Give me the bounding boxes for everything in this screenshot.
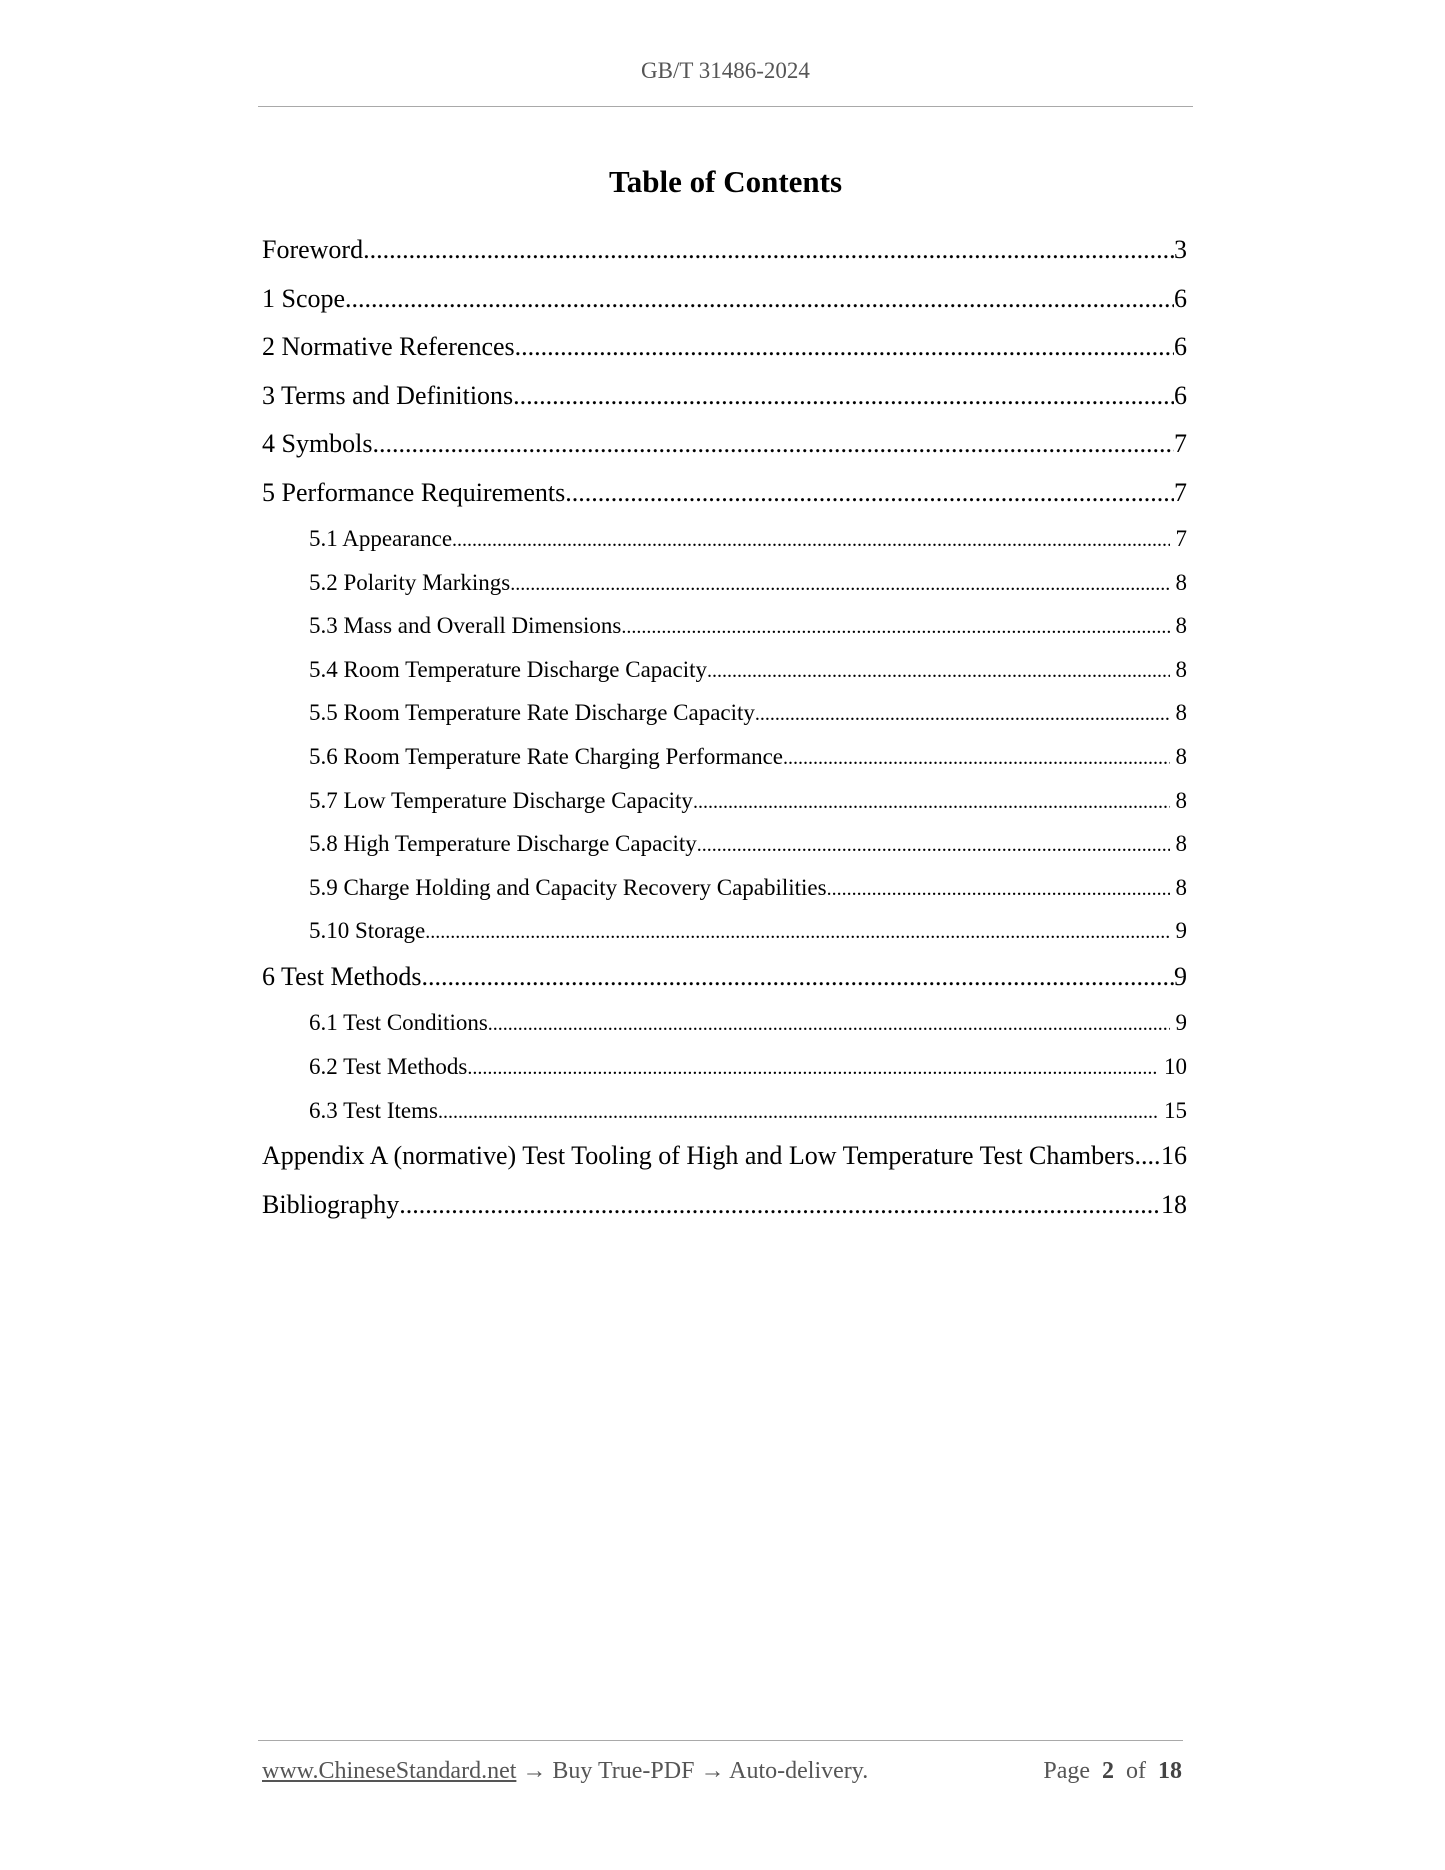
toc-entry-label: Foreword bbox=[262, 235, 364, 264]
toc-entry[interactable] bbox=[262, 323, 1187, 372]
dot-leader bbox=[697, 824, 1170, 866]
toc-entry-page: 6 bbox=[1174, 332, 1187, 361]
toc-entry[interactable] bbox=[262, 1089, 1187, 1133]
toc-entry[interactable] bbox=[262, 1045, 1187, 1089]
toc-entry-page: 8 bbox=[1175, 874, 1187, 900]
toc-entry[interactable] bbox=[262, 604, 1187, 648]
toc-entry-label: 5.1 Appearance bbox=[309, 526, 453, 551]
toc-entry[interactable] bbox=[262, 561, 1187, 605]
dot-leader bbox=[399, 1181, 1161, 1230]
dot-leader bbox=[345, 275, 1174, 324]
toc-entry-label: 5 Performance Requirements bbox=[262, 477, 566, 507]
dot-leader bbox=[363, 226, 1174, 275]
toc-entry-page: 8 bbox=[1175, 831, 1187, 857]
toc-entry-page: 6 bbox=[1174, 283, 1187, 313]
toc-entry[interactable] bbox=[262, 1181, 1187, 1230]
toc-entry-page: 9 bbox=[1175, 918, 1187, 944]
toc-entry[interactable] bbox=[262, 953, 1187, 1002]
toc-entry-label: 5.10 Storage bbox=[309, 918, 426, 944]
toc-entry[interactable] bbox=[262, 691, 1187, 735]
toc-entry-page: 3 bbox=[1174, 235, 1187, 264]
dot-leader bbox=[425, 911, 1169, 953]
dot-leader bbox=[707, 650, 1169, 692]
toc-entry-label: 5.2 Polarity Markings bbox=[309, 569, 511, 595]
toc-entry-label: 5.9 Charge Holding and Capacity Recovery Capabilities bbox=[309, 874, 827, 900]
dot-leader bbox=[421, 953, 1174, 1002]
toc-entry-page: 8 bbox=[1175, 700, 1187, 726]
dot-leader bbox=[621, 606, 1169, 648]
toc-entry[interactable] bbox=[262, 648, 1187, 692]
toc-entry-page: 8 bbox=[1175, 569, 1187, 595]
toc-entry[interactable] bbox=[262, 517, 1187, 561]
toc-entry-page: 8 bbox=[1175, 656, 1187, 682]
toc-entry[interactable] bbox=[262, 469, 1187, 518]
dot-leader bbox=[438, 1091, 1158, 1133]
toc-entry-page: 7 bbox=[1174, 477, 1187, 507]
toc-entry[interactable] bbox=[262, 866, 1187, 910]
toc-entry-page: 9 bbox=[1174, 961, 1187, 991]
toc-entry[interactable] bbox=[262, 909, 1187, 953]
toc-entry-label: 5.3 Mass and Overall Dimensions bbox=[309, 613, 622, 639]
toc-entry[interactable] bbox=[262, 275, 1187, 324]
toc-entry-label: 6 Test Methods bbox=[262, 961, 422, 991]
toc-title: Table of Contents bbox=[608, 164, 843, 199]
toc-entry-label: 3 Terms and Definitions bbox=[262, 380, 514, 410]
dot-leader bbox=[515, 323, 1174, 372]
toc-entry-page: 16 bbox=[1161, 1141, 1187, 1171]
toc-entry-label: 6.1 Test Conditions bbox=[309, 1010, 488, 1036]
page-number: Page 2 of 18 bbox=[1043, 1758, 1182, 1784]
buy-text: Buy True-PDF bbox=[552, 1758, 695, 1784]
toc-entry[interactable] bbox=[262, 1132, 1187, 1181]
toc-entry-page: 7 bbox=[1174, 429, 1187, 458]
toc-entry-label: 5.7 Low Temperature Discharge Capacity bbox=[309, 787, 693, 813]
toc-entry-label: 5.5 Room Temperature Rate Discharge Capacity bbox=[309, 700, 755, 726]
toc-entry-label: 5.8 High Temperature Discharge Capacity bbox=[309, 831, 697, 857]
dot-leader bbox=[565, 469, 1174, 518]
dot-leader bbox=[488, 1003, 1170, 1045]
arrow-icon: → bbox=[522, 1758, 547, 1784]
toc-entry[interactable] bbox=[262, 372, 1187, 421]
toc-entry-label: Appendix A (normative) Test Tooling of High and Low Temperature Test Chambers bbox=[262, 1141, 1135, 1171]
toc-entry-label: 1 Scope bbox=[262, 283, 346, 313]
delivery-text: Auto-delivery. bbox=[729, 1758, 869, 1784]
toc-entry-label: 6.3 Test Items bbox=[309, 1097, 438, 1123]
dot-leader bbox=[755, 693, 1170, 735]
toc-entry[interactable] bbox=[262, 226, 1187, 275]
dot-leader bbox=[1134, 1132, 1161, 1181]
arrow-icon: → bbox=[700, 1758, 725, 1784]
toc-entry[interactable] bbox=[262, 822, 1187, 866]
dot-leader bbox=[827, 868, 1170, 910]
toc-entry-page: 8 bbox=[1175, 787, 1187, 813]
dot-leader bbox=[452, 519, 1169, 561]
dot-leader bbox=[373, 420, 1174, 469]
header-divider bbox=[258, 106, 1193, 107]
toc-entry-label: 5.4 Room Temperature Discharge Capacity bbox=[309, 656, 708, 682]
toc-entry-page: 9 bbox=[1175, 1010, 1187, 1036]
toc-entry-page: 7 bbox=[1175, 526, 1187, 551]
toc-entry[interactable] bbox=[262, 779, 1187, 823]
toc-entry-page: 6 bbox=[1174, 380, 1187, 410]
toc-entry-label: 6.2 Test Methods bbox=[309, 1054, 468, 1080]
toc-entry-label: 2 Normative References bbox=[262, 332, 515, 361]
total-pages: 18 bbox=[1158, 1758, 1182, 1784]
footer-divider bbox=[258, 1740, 1183, 1741]
dot-leader bbox=[467, 1047, 1158, 1089]
website-link[interactable]: www.ChineseStandard.net bbox=[262, 1758, 517, 1784]
toc-entry-page: 15 bbox=[1164, 1097, 1187, 1123]
toc-entry-label: 5.6 Room Temperature Rate Charging Performance bbox=[309, 743, 784, 769]
dot-leader bbox=[783, 737, 1169, 779]
dot-leader bbox=[510, 563, 1169, 605]
running-header: GB/T 31486-2024 bbox=[641, 58, 810, 83]
current-page: 2 bbox=[1102, 1758, 1114, 1784]
table-of-contents bbox=[262, 226, 1187, 1229]
toc-entry-label: 4 Symbols bbox=[262, 429, 373, 458]
page-footer bbox=[262, 1758, 1182, 1785]
toc-entry-page: 8 bbox=[1175, 743, 1187, 769]
toc-entry-page: 8 bbox=[1175, 613, 1187, 639]
toc-entry[interactable] bbox=[262, 1001, 1187, 1045]
dot-leader bbox=[693, 781, 1170, 823]
footer-promo bbox=[262, 1758, 868, 1785]
toc-entry[interactable] bbox=[262, 735, 1187, 779]
toc-entry-page: 10 bbox=[1164, 1054, 1187, 1080]
toc-entry[interactable] bbox=[262, 420, 1187, 469]
toc-entry-page: 18 bbox=[1161, 1189, 1187, 1219]
toc-entry-label: Bibliography bbox=[262, 1189, 400, 1219]
dot-leader bbox=[513, 372, 1174, 421]
